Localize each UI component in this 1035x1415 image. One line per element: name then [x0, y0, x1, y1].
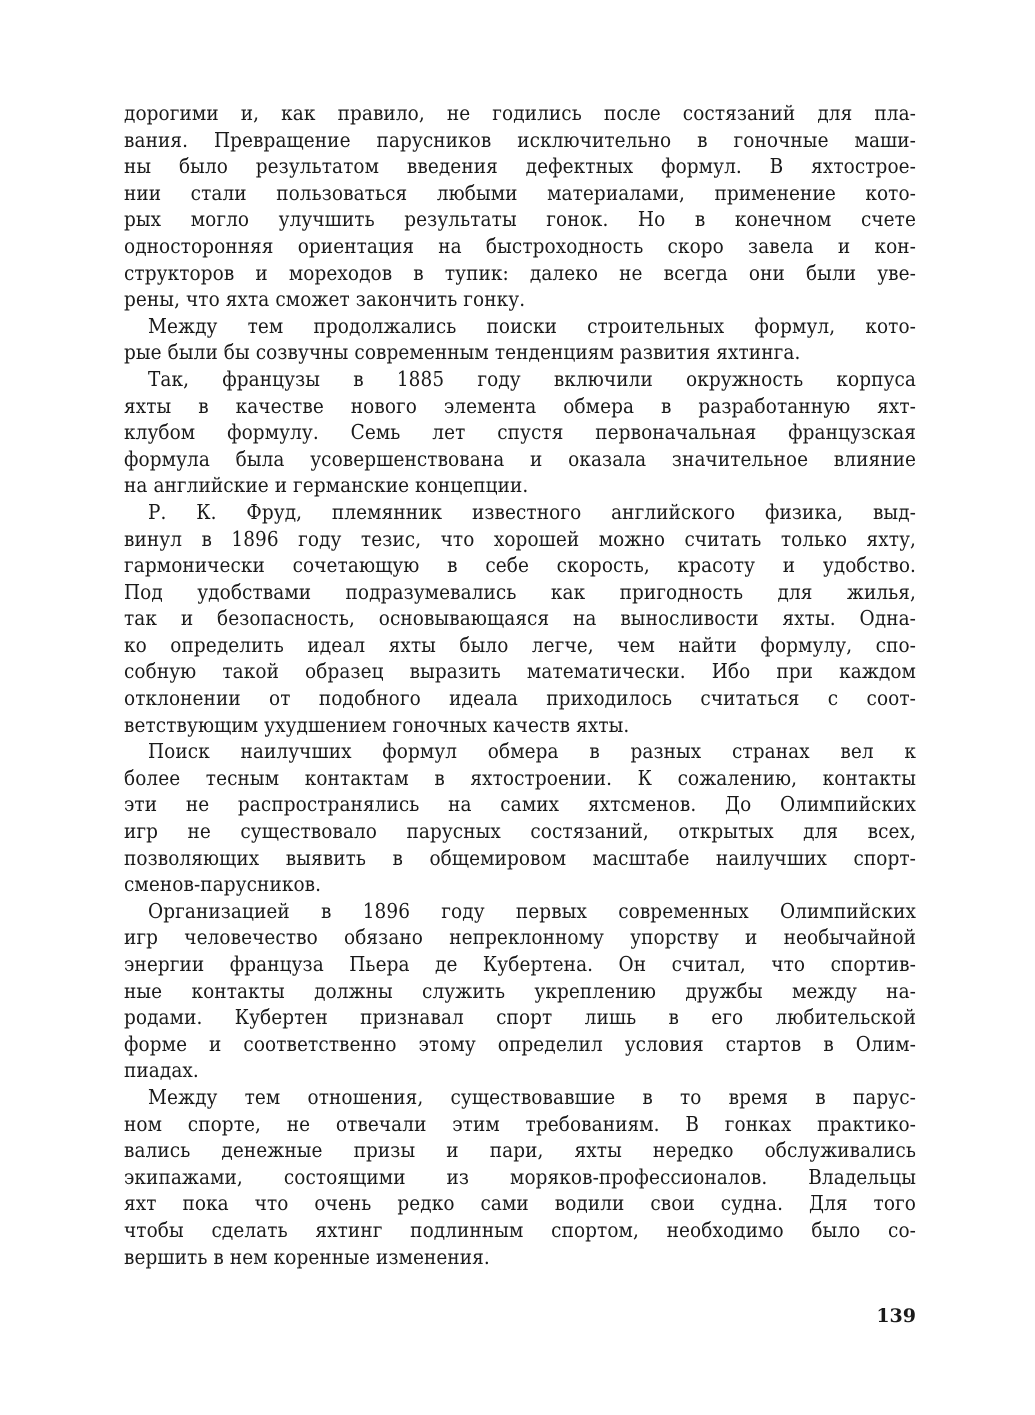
page-number: 139 [876, 1305, 916, 1327]
text-line: ны было результатом введения дефектных формул. В яхтострое- [124, 154, 916, 179]
text-line: форме и соответственно этому определил условия стартов в Олим- [124, 1031, 916, 1056]
text-line: сменов-парусников. [124, 872, 322, 897]
text-line: игр человечество обязано непреклонному упорству и необычайной [124, 925, 916, 950]
text-line: яхт пока что очень редко сами водили свои судна. Для того [124, 1191, 916, 1216]
paragraph [124, 366, 916, 499]
text-line: Между тем продолжались поиски строительных формул, кото- [148, 313, 916, 338]
text-line: собную такой образец выразить математически. Ибо при каждом [124, 659, 916, 684]
text-line: родами. Кубертен признавал спорт лишь в его любительской [124, 1005, 916, 1030]
text-line: структоров и мореходов в тупик: далеко не всегда они были уве- [124, 260, 916, 285]
text-line: нии стали пользоваться любыми материалами, применение кото- [124, 180, 916, 205]
text-line: вались денежные призы и пари, яхты нередко обслуживались [124, 1138, 916, 1163]
text-line: энергии француза Пьера де Кубертена. Он считал, что спортив- [124, 952, 916, 976]
text-line: ные контакты должны служить укреплению дружбы между на- [124, 978, 916, 1003]
text-line: рены, что яхта сможет закончить гонку. [124, 287, 526, 312]
text-line: гармонически сочетающую в себе скорость, красоту и удобство. [124, 553, 916, 578]
text-line: дорогими и, как правило, не годились после состязаний для пла- [124, 101, 916, 125]
text-line: так и безопасность, основывающаяся на выносливости яхты. Одна- [124, 606, 916, 631]
paragraph [124, 738, 916, 898]
text-line: экипажами, состоящими из моряков-профессионалов. Владельцы [124, 1164, 916, 1189]
text-line: рые были бы созвучны современным тенденциям развития яхтинга. [124, 340, 801, 365]
page-body [124, 100, 916, 1270]
text-line: Р. К. Фруд, племянник известного английского физика, выд- [148, 499, 916, 524]
text-line: формула была усовершенствована и оказала значительное влияние [124, 446, 916, 471]
text-line: клубом формулу. Семь лет спустя первоначальная французская [124, 420, 916, 445]
paragraph [124, 499, 916, 738]
text-line: Так, французы в 1885 году включили окружность корпуса [148, 366, 916, 391]
text-line: отклонении от подобного идеала приходилось считаться с соот- [124, 686, 916, 711]
text-line: чтобы сделать яхтинг подлинным спортом, необходимо было со- [124, 1217, 916, 1242]
paragraph [124, 313, 916, 366]
paragraph [124, 898, 916, 1084]
text-line: вания. Превращение парусников исключительно в гоночные маши- [124, 127, 916, 152]
text-line: более тесным контактам в яхтостроении. К сожалению, контакты [124, 765, 916, 790]
paragraph [124, 100, 916, 313]
paragraph [124, 1084, 916, 1270]
text-line: винул в 1896 году тезис, что хорошей можно считать только яхту, [124, 526, 916, 551]
text-line: яхты в качестве нового элемента обмера в разработанную яхт- [124, 393, 916, 418]
text-line: игр не существовало парусных состязаний, открытых для всех, [124, 819, 916, 844]
text-line: рых могло улучшить результаты гонок. Но в конечном счете [124, 207, 916, 232]
text-line: Между тем отношения, существовавшие в то время в парус- [148, 1084, 916, 1109]
text-line: вершить в нем коренные изменения. [124, 1244, 490, 1269]
text-line: ко определить идеал яхты было легче, чем найти формулу, спо- [124, 632, 916, 657]
text-line: Организацией в 1896 году первых современных Олимпийских [148, 898, 916, 923]
text-line: позволяющих выявить в общемировом масштабе наилучших спорт- [124, 845, 916, 870]
text-line: пиадах. [124, 1058, 199, 1083]
text-line: ном спорте, не отвечали этим требованиям. В гонках практико- [124, 1111, 916, 1136]
text-line: односторонняя ориентация на быстроходность скоро завела и кон- [124, 233, 916, 258]
text-line: эти не распространялись на самих яхтсменов. До Олимпийских [124, 792, 916, 817]
text-line: на английские и германские концепции. [124, 473, 529, 498]
text-line: ветствующим ухудшением гоночных качеств яхты. [124, 712, 630, 737]
text-line: Под удобствами подразумевались как пригодность для жилья, [124, 579, 916, 604]
text-line: Поиск наилучших формул обмера в разных странах вел к [148, 739, 916, 764]
